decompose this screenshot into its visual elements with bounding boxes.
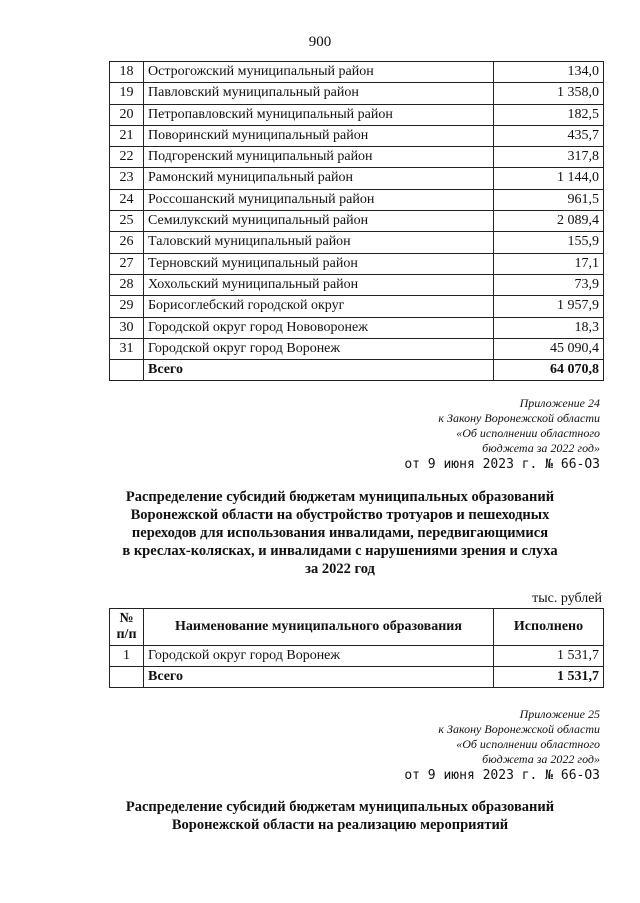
table-row [110, 104, 604, 125]
row-name: Семилукский муниципальный район [144, 211, 494, 232]
title-line: Воронежской области на реализацию мероприятий [171, 817, 509, 833]
row-value: 1 957,9 [494, 296, 604, 317]
subsidy-table-24 [109, 608, 604, 688]
appendix-law: к Закону Воронежской области [438, 722, 600, 736]
table-header [110, 609, 604, 646]
header-num: № п/п [110, 609, 144, 646]
row-num: 21 [110, 125, 144, 146]
table-row [110, 168, 604, 189]
row-name: Рамонский муниципальный район [144, 168, 494, 189]
row-value: 2 089,4 [494, 211, 604, 232]
table-row [110, 296, 604, 317]
row-value: 1 531,7 [494, 646, 604, 667]
section-title-25 [60, 798, 620, 834]
row-value: 45 090,4 [494, 338, 604, 359]
table-row [110, 211, 604, 232]
row-num: 28 [110, 274, 144, 295]
row-num: 26 [110, 232, 144, 253]
row-num: 20 [110, 104, 144, 125]
row-value: 1 144,0 [494, 168, 604, 189]
appendix-law-title: «Об исполнении областного [456, 426, 600, 440]
row-name: Острогожский муниципальный район [144, 62, 494, 83]
row-value: 155,9 [494, 232, 604, 253]
row-name: Терновский муниципальный район [144, 253, 494, 274]
row-name: Борисоглебский городской округ [144, 296, 494, 317]
row-value: 317,8 [494, 147, 604, 168]
header-name: Наименование муниципального образования [144, 609, 494, 646]
row-name: Подгоренский муниципальный район [144, 147, 494, 168]
row-num: 23 [110, 168, 144, 189]
row-value: 182,5 [494, 104, 604, 125]
table-row [110, 232, 604, 253]
row-name: Поворинский муниципальный район [144, 125, 494, 146]
row-name: Городской округ город Воронеж [144, 646, 494, 667]
table-row [110, 253, 604, 274]
appendix-25-header [300, 707, 600, 785]
row-name: Городской округ город Воронеж [144, 338, 494, 359]
row-num: 19 [110, 83, 144, 104]
row-num: 27 [110, 253, 144, 274]
table-row [110, 189, 604, 210]
total-row [110, 667, 604, 688]
header-value: Исполнено [494, 609, 604, 646]
row-num: 22 [110, 147, 144, 168]
subsidy-table-continued [109, 61, 604, 381]
row-num: 1 [110, 646, 144, 667]
table-row [110, 317, 604, 338]
title-line: в креслах-колясках, и инвалидами с нарушениями зрения и слуха [122, 543, 558, 559]
appendix-date: от 9 июня 2023 г. № 66-ОЗ [404, 768, 600, 783]
appendix-date: от 9 июня 2023 г. № 66-ОЗ [404, 457, 600, 472]
table-row [110, 125, 604, 146]
row-value: 17,1 [494, 253, 604, 274]
title-line: Распределение субсидий бюджетам муниципальных образований [125, 799, 555, 815]
appendix-law-title: «Об исполнении областного [456, 737, 600, 751]
row-name: Таловский муниципальный район [144, 232, 494, 253]
row-value: 18,3 [494, 317, 604, 338]
table-row [110, 338, 604, 359]
row-num: 29 [110, 296, 144, 317]
title-line: за 2022 год [305, 561, 375, 577]
row-name: Городской округ город Нововоронеж [144, 317, 494, 338]
row-num: 25 [110, 211, 144, 232]
row-num: 24 [110, 189, 144, 210]
row-value: 134,0 [494, 62, 604, 83]
table-row [110, 274, 604, 295]
row-name: Павловский муниципальный район [144, 83, 494, 104]
row-value: 1 358,0 [494, 83, 604, 104]
total-label: Всего [144, 667, 494, 688]
row-value: 435,7 [494, 125, 604, 146]
table-row [110, 147, 604, 168]
row-value: 961,5 [494, 189, 604, 210]
appendix-law-title-cont: бюджета за 2022 год» [482, 441, 600, 455]
row-name: Россошанский муниципальный район [144, 189, 494, 210]
table-row [110, 62, 604, 83]
row-name: Петропавловский муниципальный район [144, 104, 494, 125]
page-number: 900 [308, 34, 332, 50]
row-name: Хохольский муниципальный район [144, 274, 494, 295]
unit-label: тыс. рублей [532, 591, 602, 606]
appendix-law: к Закону Воронежской области [438, 411, 600, 425]
total-value: 64 070,8 [494, 360, 604, 381]
total-value: 1 531,7 [494, 667, 604, 688]
appendix-label: Приложение 25 [519, 707, 600, 721]
appendix-24-header [300, 396, 600, 474]
table-body [110, 62, 604, 360]
section-title-24 [60, 488, 620, 578]
title-line: Воронежской области на обустройство тротуаров и пешеходных [130, 507, 550, 523]
row-num: 31 [110, 338, 144, 359]
total-label: Всего [144, 360, 494, 381]
title-line: Распределение субсидий бюджетам муниципальных образований [125, 489, 555, 505]
row-num: 30 [110, 317, 144, 338]
total-row [110, 360, 604, 381]
appendix-law-title-cont: бюджета за 2022 год» [482, 752, 600, 766]
table-row [110, 646, 604, 667]
row-value: 73,9 [494, 274, 604, 295]
appendix-label: Приложение 24 [519, 396, 600, 410]
table-row [110, 83, 604, 104]
row-num: 18 [110, 62, 144, 83]
title-line: переходов для использования инвалидами, передвигающимися [131, 525, 549, 541]
